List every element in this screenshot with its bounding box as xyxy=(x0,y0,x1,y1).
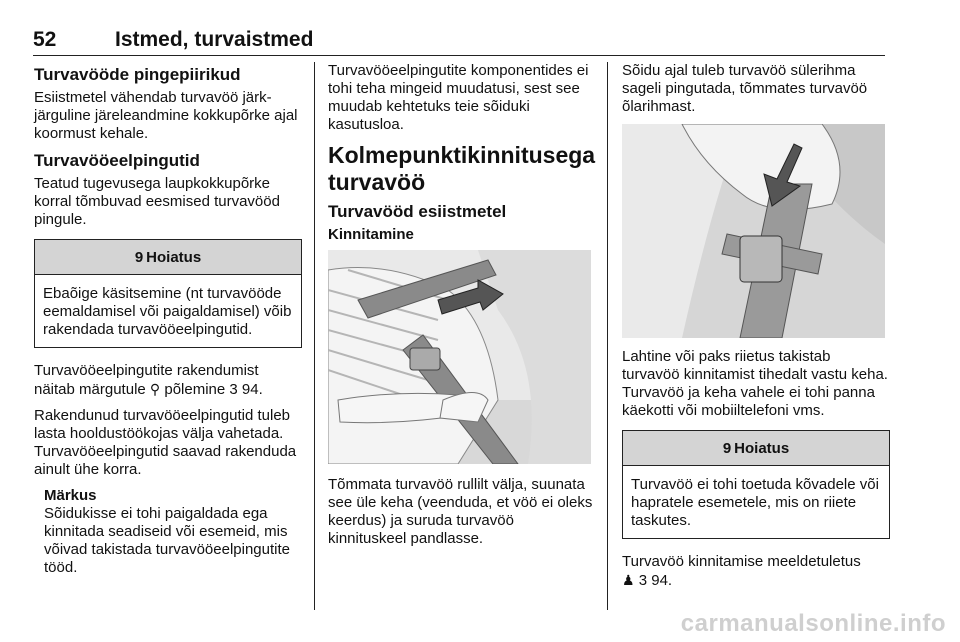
heading-tensioners: Turvavööde pingepiirikud xyxy=(34,65,241,84)
heading-three-point-belt: Kolmepunktikinnitusega turvavöö xyxy=(328,142,596,195)
warning-box xyxy=(34,239,302,348)
column-right xyxy=(622,62,890,598)
warning-title: Hoiatus xyxy=(734,439,790,457)
paragraph-tension: Sõidu ajal tuleb turvavöö sülerihma sageli pingutada, tõmmates turvavöö õlarihmast. xyxy=(622,62,868,115)
page-reference-link[interactable]: 3 94. xyxy=(229,381,263,398)
heading-pretensioners: Turvavööeelpingutid xyxy=(34,151,200,170)
note-box xyxy=(34,487,302,577)
paragraph-activation xyxy=(34,362,302,399)
page-reference-link[interactable]: 3 94. xyxy=(638,572,673,589)
page-number: 52 xyxy=(33,28,57,51)
warning-text: Turvavöö ei tohi toetuda kõvadele või hapratele esemetele, mis on riiete taskutes. xyxy=(631,476,879,529)
heading-fastening: Kinnitamine xyxy=(328,226,414,243)
paragraph-reminder xyxy=(622,553,890,590)
warning-header xyxy=(35,240,301,275)
paragraph-pull-belt: Tõmmata turvavöö rullilt välja, suunata see üle keha (veenduda, et vöö ei oleks keerdus) ja suruda turvavöö kinnituskeel pandlasse. xyxy=(328,476,593,547)
activation-text: Turvavööeelpingutite rakendumist näitab märgutule xyxy=(34,362,259,398)
paragraph-clothes: Lahtine või paks riietus takistab turvavöö kinnitamist tihedalt vastu keha. Turvavöö ja keha vahele ei tohi panna käekotti või mobiiltelefoni vms. xyxy=(622,348,888,419)
paragraph-modifications: Turvavööeelpingutite komponentides ei tohi teha mingeid muudatusi, sest see muudab kehtetuks teie sõiduki kasutusloa. xyxy=(328,62,589,133)
warning-icon: 9 xyxy=(722,439,732,457)
warning-text: Ebaõige käsitsemine (nt turvavööde eemaldamisel või paigaldamisel) võib rakendada turvavööeelpingutid. xyxy=(43,285,292,338)
belt-fastening-illustration xyxy=(328,250,591,464)
page-title: Istmed, turvaistmed xyxy=(115,28,314,51)
column-divider xyxy=(314,62,315,610)
heading-front-seat-belts: Turvavööd esiistmetel xyxy=(328,202,507,221)
warning-header xyxy=(623,431,889,466)
warning-box xyxy=(622,430,890,539)
watermark: carmanualsonline.info xyxy=(680,610,946,637)
activation-text-end: põlemine xyxy=(164,381,226,398)
column-left xyxy=(34,62,302,585)
header-rule xyxy=(33,55,885,56)
paragraph-replace: Rakendunud turvavööeelpingutid tuleb lasta hooldustöökojas välja vahetada. Turvavööeelpingutid saavad rakenduda ainult ühe korra. xyxy=(34,407,297,478)
reminder-text: Turvavöö kinnitamise meeldetuletus xyxy=(622,553,861,570)
warning-icon: 9 xyxy=(134,248,144,266)
seatbelt-reminder-icon: ♟ xyxy=(622,572,635,588)
warning-title: Hoiatus xyxy=(146,248,202,266)
column-middle xyxy=(328,62,596,556)
paragraph-pretensioners: Teatud tugevusega laupkokkupõrke korral tõmbuvad eesmised turvavööd pingule. xyxy=(34,175,280,228)
note-text: Sõidukisse ei tohi paigaldada ega kinnitada seadiseid või esemeid, mis võivad takistada turvavööeelpingutite tööd. xyxy=(44,505,290,576)
note-title: Märkus xyxy=(44,487,97,504)
pretensioner-warning-light-icon: ⚲ xyxy=(149,381,161,397)
column-divider xyxy=(607,62,608,610)
paragraph-tensioners: Esiistmetel vähendab turvavöö järk-järguline järeleandmine kokkupõrke ajal koormust kehale. xyxy=(34,89,298,142)
belt-tightening-illustration xyxy=(622,124,885,338)
